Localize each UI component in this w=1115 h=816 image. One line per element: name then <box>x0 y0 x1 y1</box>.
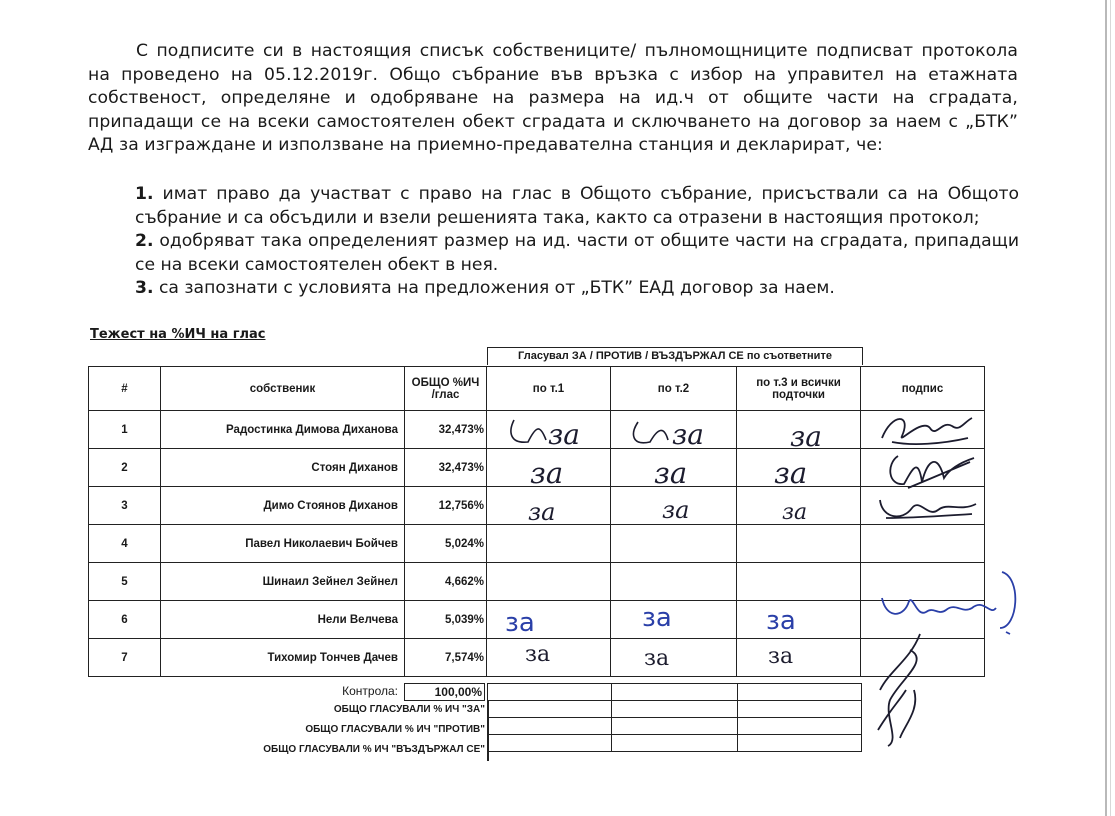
handwritten-vote-7-t3: за <box>768 644 794 669</box>
owner-name: Радостинка Димова Диханова <box>161 411 405 449</box>
vote-t2 <box>611 563 737 601</box>
row-number: 2 <box>89 449 161 487</box>
handwritten-vote-6-t1: за <box>505 608 535 638</box>
row-number: 6 <box>89 601 161 639</box>
handwritten-vote-1-t1: за <box>548 418 580 451</box>
owner-share: 4,662% <box>405 563 487 601</box>
summary-cell <box>488 684 612 701</box>
item-text: са запознати с условията на предложения от „БТК” ЕАД договор за наем. <box>158 278 835 298</box>
item-number: 3. <box>135 278 154 298</box>
summary-cell <box>738 735 862 752</box>
header-t1: по т.1 <box>487 367 611 411</box>
owner-name: Димо Стоянов Диханов <box>161 487 405 525</box>
summary-row <box>488 735 862 752</box>
owner-share: 32,473% <box>405 411 487 449</box>
item-text: имат право да участват с право на глас в Общото събрание, присъствали са на Общото събрание и са обсъдили и взели решенията така, както са отразени в настоящия протокол; <box>135 184 1019 228</box>
table-header-row <box>89 367 985 411</box>
intro-text: С подписите си в настоящия списък собствениците/ пълномощниците подписват протокола на проведено на 05.12.2019г. Общо събрание във връзка с избор на управител на етажната собственост, определяне и одобряване на размера на ид.ч от общите части на сградата, припадащи се на всеки самостоятелен обект сградата и сключването на договор за наем с „БТК” АД за изграждане и използване на приемно-предавателна станция и декларират, че: <box>88 41 1018 155</box>
handwritten-vote-2-t1: за <box>530 456 564 490</box>
summary-cell <box>612 701 738 718</box>
vote-t2 <box>611 639 737 677</box>
owner-name: Тихомир Тончев Дачев <box>161 639 405 677</box>
signature-6 <box>872 568 1032 638</box>
row-number: 3 <box>89 487 161 525</box>
row-number: 4 <box>89 525 161 563</box>
table-row <box>89 525 985 563</box>
vote-t1 <box>487 525 611 563</box>
signature-3 <box>872 488 982 528</box>
declaration-item-1 <box>135 183 1019 230</box>
summary-row <box>488 684 862 701</box>
declaration-item-2 <box>135 230 1019 277</box>
table-row <box>89 563 985 601</box>
vote-t3 <box>737 639 861 677</box>
item-text: одобряват така определеният размер на ид. части от общите части на сградата, припадащи се на всеки самостоятелен обект в нея. <box>135 231 1019 275</box>
vote-t2 <box>611 601 737 639</box>
owner-share: 32,473% <box>405 449 487 487</box>
handwritten-vote-3-t2: за <box>662 496 690 524</box>
summary-row <box>488 701 862 718</box>
vote-t3 <box>737 601 861 639</box>
summary-cell <box>488 718 612 735</box>
owner-name: Павел Николаевич Бойчев <box>161 525 405 563</box>
row-number: 7 <box>89 639 161 677</box>
vote-t3 <box>737 563 861 601</box>
summary-left-border <box>487 701 489 761</box>
total-against-label: ОБЩО ГЛАСУВАЛИ % ИЧ "ПРОТИВ" <box>305 724 485 735</box>
handwritten-vote-6-t3: за <box>766 606 796 636</box>
header-num: # <box>89 367 161 411</box>
summary-cell <box>612 718 738 735</box>
row-number: 5 <box>89 563 161 601</box>
summary-grid <box>487 683 862 752</box>
summary-cell <box>488 701 612 718</box>
vote-scribbles <box>500 412 880 452</box>
vote-t2 <box>611 525 737 563</box>
vote-group-header: Гласувал ЗА / ПРОТИВ / ВЪЗДЪРЖАЛ СЕ по съответните <box>487 347 863 365</box>
total-abstain-label: ОБЩО ГЛАСУВАЛИ % ИЧ "ВЪЗДЪРЖАЛ СЕ" <box>263 744 485 755</box>
header-t2: по т.2 <box>611 367 737 411</box>
header-signature: подпис <box>861 367 985 411</box>
summary-row <box>488 718 862 735</box>
signature-cell <box>861 525 985 563</box>
weight-title: Тежест на %ИЧ на глас <box>90 327 266 342</box>
handwritten-vote-6-t2: за <box>642 603 672 633</box>
owner-share: 12,756% <box>405 487 487 525</box>
header-t3: по т.3 и всички подточки <box>737 367 861 411</box>
declaration-items <box>135 183 1019 301</box>
total-for-label: ОБЩО ГЛАСУВАЛИ % ИЧ "ЗА" <box>333 704 485 715</box>
header-owner: собственик <box>161 367 405 411</box>
item-number: 2. <box>135 231 154 251</box>
handwritten-vote-7-t1: за <box>525 642 551 667</box>
signature-1 <box>872 408 982 452</box>
handwritten-vote-2-t2: за <box>654 456 688 490</box>
handwritten-vote-1-t2: за <box>672 418 704 451</box>
summary-cell <box>738 684 862 701</box>
summary-cell <box>612 684 738 701</box>
vote-t1 <box>487 563 611 601</box>
table-row <box>89 601 985 639</box>
page-edge-shadow <box>1110 0 1111 816</box>
owner-share: 5,024% <box>405 525 487 563</box>
handwritten-vote-3-t1: за <box>528 498 556 526</box>
row-number: 1 <box>89 411 161 449</box>
control-value: 100,00% <box>404 683 485 701</box>
declaration-item-3 <box>135 277 1019 301</box>
handwritten-vote-1-t3: за <box>790 420 822 453</box>
owner-name: Нели Велчева <box>161 601 405 639</box>
summary-cell <box>738 718 862 735</box>
signature-2 <box>878 448 978 492</box>
owner-name: Стоян Диханов <box>161 449 405 487</box>
page-edge <box>1105 0 1107 816</box>
summary-cell <box>738 701 862 718</box>
handwritten-vote-3-t3: за <box>782 500 808 525</box>
handwritten-vote-7-t2: за <box>644 646 670 671</box>
owner-name: Шинаил Зейнел Зейнел <box>161 563 405 601</box>
vote-t3 <box>737 525 861 563</box>
summary-cell <box>488 735 612 752</box>
control-label: Контрола: <box>342 684 398 698</box>
intro-paragraph <box>88 40 1018 158</box>
header-share: ОБЩО %ИЧ /глас <box>405 367 487 411</box>
summary-cell <box>612 735 738 752</box>
item-number: 1. <box>135 184 154 204</box>
owner-share: 5,039% <box>405 601 487 639</box>
signature-7 <box>870 630 950 750</box>
handwritten-vote-2-t3: за <box>774 456 808 490</box>
owner-share: 7,574% <box>405 639 487 677</box>
